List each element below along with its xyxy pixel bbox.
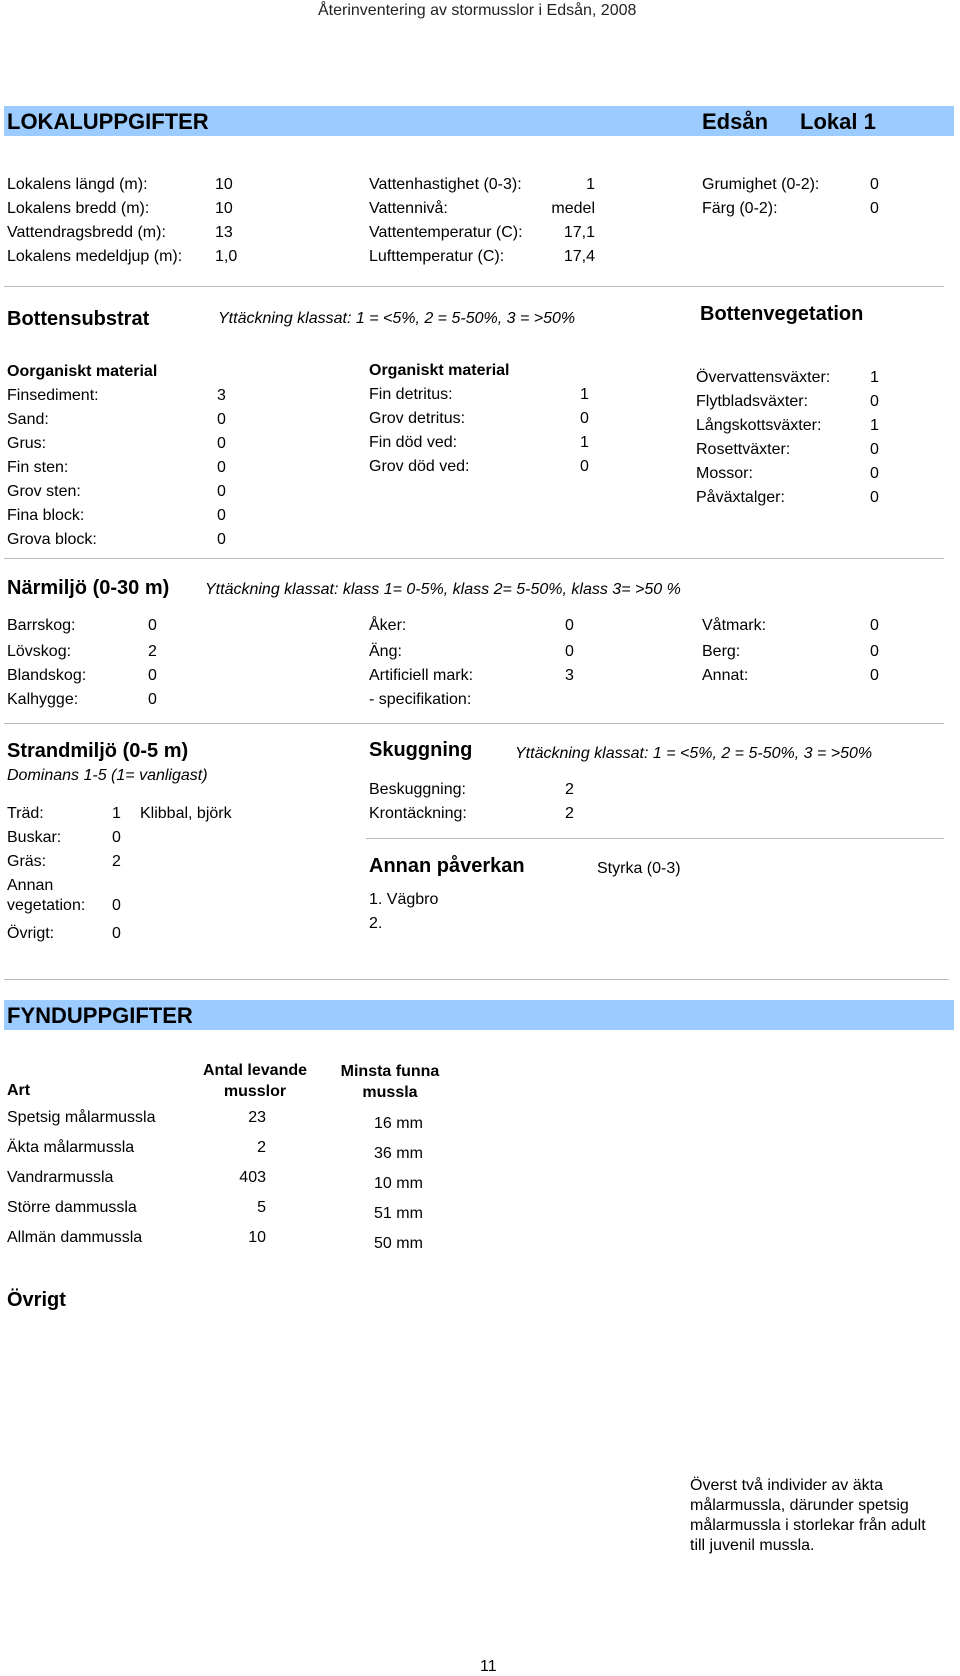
oorganiskt-title: Oorganiskt material <box>7 363 158 380</box>
lokal-value: 1,0 <box>215 248 238 265</box>
col-minsta-header: Minsta funna mussla <box>340 1063 440 1101</box>
narmiljo-value: 0 <box>148 617 157 634</box>
vegetation-label: Rosettväxter: <box>696 441 791 458</box>
lokal-value: 0 <box>870 200 879 217</box>
divider <box>366 838 944 839</box>
lokal-label: Vattentemperatur (C): <box>369 224 523 241</box>
strandmiljo-note: Dominans 1-5 (1= vanligast) <box>7 767 208 784</box>
substrat-label: Fina block: <box>7 507 85 524</box>
lokal-label: Vattendragsbredd (m): <box>7 224 166 241</box>
substrat-value: 3 <box>217 387 226 404</box>
narmiljo-value: 0 <box>870 643 879 660</box>
substrat-label: Grov död ved: <box>369 458 470 475</box>
strand-value: 2 <box>112 853 121 870</box>
substrat-value: 0 <box>217 435 226 452</box>
vegetation-value: 0 <box>870 393 879 410</box>
site-name: Lokal 1 <box>800 109 876 134</box>
fynd-antal: 403 <box>239 1169 266 1186</box>
vegetation-label: Mossor: <box>696 465 753 482</box>
strand-label: vegetation: <box>7 897 86 914</box>
fynd-minsta: 10 mm <box>374 1175 423 1192</box>
vegetation-value: 1 <box>870 369 879 386</box>
col-art-header: Art <box>7 1082 31 1099</box>
substrat-value: 0 <box>217 483 226 500</box>
lokal-value: 17,1 <box>563 224 595 241</box>
divider <box>4 286 944 287</box>
narmiljo-value: 2 <box>148 643 157 660</box>
narmiljo-label: Åker: <box>369 617 407 634</box>
narmiljo-value: 0 <box>565 643 574 660</box>
substrat-label: Finsediment: <box>7 387 99 404</box>
lokal-label: Vattenhastighet (0-3): <box>369 176 522 193</box>
vegetation-label: Långskottsväxter: <box>696 417 822 434</box>
page-number: 11 <box>480 1658 497 1675</box>
narmiljo-value: 0 <box>870 617 879 634</box>
skuggning-title: Skuggning <box>369 739 473 761</box>
skuggning-value: 2 <box>565 805 574 822</box>
skuggning-note: Yttäckning klassat: 1 = <5%, 2 = 5-50%, 3 = >50% <box>515 745 873 762</box>
strand-value: 1 <box>112 805 121 822</box>
lokal-value: 13 <box>215 224 233 241</box>
skuggning-label: Beskuggning: <box>369 781 466 798</box>
divider <box>4 558 944 559</box>
substrat-value: 0 <box>580 410 589 427</box>
narmiljo-label: Våtmark: <box>702 617 767 634</box>
lokal-value: 17,4 <box>563 248 595 265</box>
strand-label: Träd: <box>7 805 44 822</box>
lokal-label: Färg (0-2): <box>702 200 778 217</box>
strand-value: 0 <box>112 829 121 846</box>
fynd-art: Större dammussla <box>7 1199 137 1216</box>
ovrigt-caption: Överst två individer av äkta målarmussla, därunder spetsig målarmussla i storlekar från adult till juvenil mussla. <box>690 1477 926 1554</box>
paverkan-item: 1. Vägbro <box>369 891 439 908</box>
substrat-label: Fin död ved: <box>369 434 458 451</box>
substrat-value: 0 <box>217 507 226 524</box>
substrat-label: Grov detritus: <box>369 410 466 427</box>
substrat-label: Fin detritus: <box>369 386 453 403</box>
narmiljo-value: 0 <box>148 691 157 708</box>
vegetation-label: Övervattensväxter: <box>696 369 831 386</box>
narmiljo-value: 3 <box>565 667 574 684</box>
narmiljo-label: Lövskog: <box>7 643 72 660</box>
substrat-label: Grov sten: <box>7 483 81 500</box>
bottenvegetation-title: Bottenvegetation <box>700 303 864 325</box>
fynd-minsta: 16 mm <box>374 1115 423 1132</box>
narmiljo-label: Blandskog: <box>7 667 87 684</box>
narmiljo-label: Berg: <box>702 643 741 660</box>
narmiljo-label: Artificiell mark: <box>369 667 474 684</box>
narmiljo-value: 0 <box>565 617 574 634</box>
narmiljo-label: Annat: <box>702 667 749 684</box>
narmiljo-label: Äng: <box>369 643 402 660</box>
fynd-art: Allmän dammussla <box>7 1229 143 1246</box>
substrat-label: Grova block: <box>7 531 97 548</box>
fynd-art: Äkta målarmussla <box>7 1139 135 1156</box>
styrka-label: Styrka (0-3) <box>597 860 681 877</box>
skuggning-label: Krontäckning: <box>369 805 467 822</box>
vegetation-value: 0 <box>870 441 879 458</box>
narmiljo-value: 0 <box>870 667 879 684</box>
annan-paverkan-title: Annan påverkan <box>369 855 525 877</box>
strand-label: Buskar: <box>7 829 62 846</box>
organiskt-title: Organiskt material <box>369 362 510 379</box>
strand-value: 0 <box>112 897 121 914</box>
page-header: Återinventering av stormusslor i Edsån, 2008 <box>318 2 637 19</box>
substrat-label: Grus: <box>7 435 47 452</box>
lokal-value: medel <box>551 200 595 217</box>
bottensubstrat-title: Bottensubstrat <box>7 308 150 330</box>
narmiljo-label: Kalhygge: <box>7 691 79 708</box>
narmiljo-title: Närmiljö (0-30 m) <box>7 577 170 599</box>
fynd-antal: 2 <box>257 1139 266 1156</box>
col-antal-header: Antal levande musslor <box>202 1062 308 1100</box>
fynd-antal: 23 <box>248 1109 266 1126</box>
substrat-value: 0 <box>217 411 226 428</box>
substrat-label: Sand: <box>7 411 49 428</box>
vegetation-value: 0 <box>870 489 879 506</box>
strand-label: Annan <box>7 877 54 894</box>
lokal-label: Lokalens bredd (m): <box>7 200 150 217</box>
narmiljo-value: 0 <box>148 667 157 684</box>
vegetation-label: Flytbladsväxter: <box>696 393 809 410</box>
strandmiljo-title: Strandmiljö (0-5 m) <box>7 740 189 762</box>
narmiljo-label: - specifikation: <box>369 691 472 708</box>
vegetation-label: Påväxtalger: <box>696 489 785 506</box>
vegetation-value: 0 <box>870 465 879 482</box>
strand-label: Övrigt: <box>7 925 55 942</box>
fynd-minsta: 51 mm <box>374 1205 423 1222</box>
lokal-label: Lokalens längd (m): <box>7 176 148 193</box>
narmiljo-label: Barrskog: <box>7 617 76 634</box>
strand-species: Klibbal, björk <box>140 805 232 822</box>
narmiljo-note: Yttäckning klassat: klass 1= 0-5%, klass 2= 5-50%, klass 3= >50 % <box>205 581 681 598</box>
substrat-value: 1 <box>580 386 589 403</box>
fynd-antal: 5 <box>257 1199 266 1216</box>
skuggning-value: 2 <box>565 781 574 798</box>
fynd-minsta: 36 mm <box>374 1145 423 1162</box>
fynd-title: FYNDUPPGIFTER <box>7 1003 193 1028</box>
lokal-value: 10 <box>215 200 233 217</box>
lokal-value: 1 <box>586 176 595 193</box>
substrat-label: Fin sten: <box>7 459 69 476</box>
substrat-value: 0 <box>217 531 226 548</box>
lokal-label: Vattennivå: <box>369 200 448 217</box>
fynd-art: Vandrarmussla <box>7 1169 114 1186</box>
divider <box>4 979 949 980</box>
fynd-antal: 10 <box>248 1229 266 1246</box>
ovrigt-title: Övrigt <box>7 1289 66 1311</box>
substrat-value: 1 <box>580 434 589 451</box>
divider <box>4 723 944 724</box>
paverkan-item: 2. <box>369 915 383 932</box>
substrat-value: 0 <box>580 458 589 475</box>
substrat-value: 0 <box>217 459 226 476</box>
vegetation-value: 1 <box>870 417 879 434</box>
lokal-label: Lokalens medeldjup (m): <box>7 248 183 265</box>
fynd-art: Spetsig målarmussla <box>7 1109 156 1126</box>
lokal-label: Grumighet (0-2): <box>702 176 820 193</box>
lokal-value: 10 <box>215 176 233 193</box>
bottensubstrat-note: Yttäckning klassat: 1 = <5%, 2 = 5-50%, 3 = >50% <box>218 310 576 327</box>
lokal-label: Lufttemperatur (C): <box>369 248 505 265</box>
lokal-value: 0 <box>870 176 879 193</box>
lokal-title: LOKALUPPGIFTER <box>7 109 209 134</box>
river-name: Edsån <box>702 109 769 134</box>
strand-value: 0 <box>112 925 121 942</box>
strand-label: Gräs: <box>7 853 47 870</box>
fynd-minsta: 50 mm <box>374 1235 423 1252</box>
